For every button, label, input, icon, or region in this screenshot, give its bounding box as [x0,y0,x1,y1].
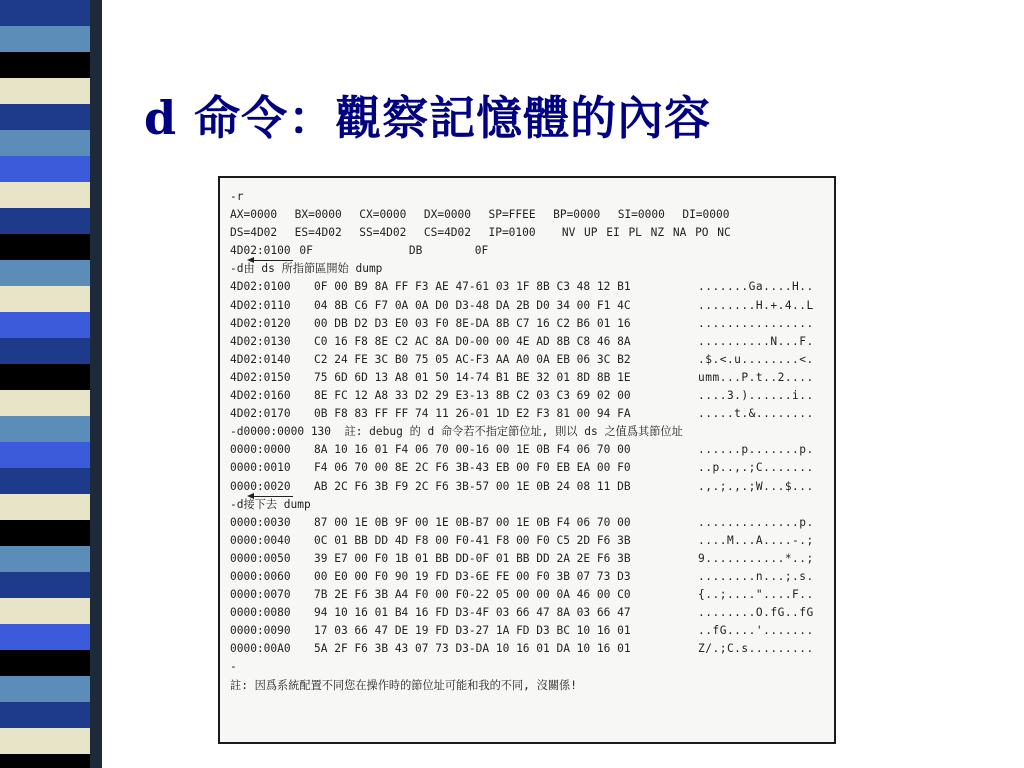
dump-ascii: Z/.;C.s......... [698,642,814,656]
dump-row [228,532,828,550]
dump-hex-bytes: 94 10 16 01 B4 16 FD D3-4F 03 66 47 8A 03 66 47 [314,606,631,620]
dump-address: 4D02:0100 [230,280,291,294]
left-arrow-icon [249,260,293,261]
dump-hex-bytes: C0 16 F8 8E C2 AC 8A D0-00 00 4E AD 8B C8 46 8A [314,334,631,348]
dump-address: 4D02:0170 [230,407,291,421]
dump-row [228,459,828,477]
dump-row [228,622,828,640]
debug-dump-figure [218,176,836,744]
side-stripe [0,546,90,572]
register-line [228,242,828,260]
dump-row [228,369,828,387]
dump-hex-bytes: C2 24 FE 3C B0 75 05 AC-F3 AA A0 0A EB 06 3C B2 [314,352,631,366]
dump-ascii: ........O.fG..fG [698,606,814,620]
dump-text-line [228,658,828,676]
register-text: 4D02:0100 0F DB 0F [230,244,489,258]
dump-hex-bytes: 0F 00 B9 8A FF F3 AE 47-61 03 1F 8B C3 48 12 B1 [314,280,631,294]
side-stripe [0,442,90,468]
register-line [228,224,828,242]
side-stripe [0,182,90,208]
dump-ascii: .....t.&........ [698,407,814,421]
side-stripe [0,520,90,546]
side-stripe [0,702,90,728]
side-stripe [0,728,90,754]
dump-ascii: umm...P.t..2.... [698,370,814,384]
dump-address: 0000:0080 [230,606,291,620]
side-stripe [0,624,90,650]
dump-hex-bytes: 00 DB D2 D3 E0 03 F0 8E-DA 8B C7 16 C2 B6 01 16 [314,316,631,330]
side-stripe [0,338,90,364]
dump-hex-bytes: 39 E7 00 F0 1B 01 BB DD-0F 01 BB DD 2A 2E F6 3B [314,551,631,565]
dump-ascii: ................ [698,316,814,330]
dump-row [228,278,828,296]
register-text: AX=0000 BX=0000 CX=0000 DX=0000 SP=FFEE BP=0000 SI=0000 DI=0000 [230,208,730,222]
line-text: -d0000:0000 130 註: debug 的 d 命令若不指定節位址, 則以 ds 之值爲其節位址 [230,425,683,439]
side-stripe [0,130,90,156]
dump-row [228,568,828,586]
side-stripe [0,78,90,104]
dump-row [228,333,828,351]
dump-address: 0000:0030 [230,515,291,529]
dump-address: 0000:0060 [230,569,291,583]
dump-hex-bytes: F4 06 70 00 8E 2C F6 3B-43 EB 00 F0 EB EA 00 F0 [314,461,631,475]
dump-address: 0000:0020 [230,479,291,493]
dump-row [228,405,828,423]
slide-title: d 命令：觀察記憶體的內容 [144,91,712,145]
line-text: 註: 因爲系統配置不同您在操作時的節位址可能和我的不同, 沒關係! [230,678,577,692]
dump-ascii: ..fG....'....... [698,624,814,638]
dump-ascii: ....M...A....-.; [698,533,814,547]
dump-hex-bytes: 00 E0 00 F0 90 19 FD D3-6E FE 00 F0 3B 07 73 D3 [314,569,631,583]
dump-hex-bytes: 75 6D 6D 13 A8 01 50 14-74 B1 BE 32 01 8D 8B 1E [314,370,631,384]
dump-row [228,315,828,333]
left-arrow-icon [249,496,293,497]
dump-address: 4D02:0160 [230,389,291,403]
dump-address: 0000:0040 [230,533,291,547]
dump-address: 4D02:0140 [230,352,291,366]
dump-ascii: ........H.+.4..L [698,298,814,312]
dump-ascii: ..p..,.;C....... [698,461,814,475]
dump-address: 0000:00A0 [230,642,291,656]
dump-text-line [228,677,828,695]
dump-row [228,550,828,568]
dump-command-annotated [228,260,828,278]
dump-text-line [228,188,828,206]
dump-ascii: .,.;.,.;W...$... [698,479,814,493]
dump-ascii: ....3.)......i.. [698,389,814,403]
dump-ascii: 9...........*..; [698,551,814,565]
dump-hex-bytes: 87 00 1E 0B 9F 00 1E 0B-B7 00 1E 0B F4 06 70 00 [314,515,631,529]
dump-address: 0000:0000 [230,443,291,457]
dump-ascii: ........n...;.s. [698,569,814,583]
dump-row [228,387,828,405]
side-stripe [0,286,90,312]
side-stripe [0,312,90,338]
side-stripe [0,754,90,768]
dump-ascii: {..;...."....F.. [698,588,814,602]
side-stripe [0,0,90,26]
side-stripe [0,390,90,416]
dump-lines [228,188,828,695]
dump-hex-bytes: 8E FC 12 A8 33 D2 29 E3-13 8B C2 03 C3 69 02 00 [314,389,631,403]
side-stripe [0,468,90,494]
command-text: -d [230,262,244,276]
command-with-arrow [230,260,382,278]
dump-hex-bytes: 0B F8 83 FF FF 74 11 26-01 1D E2 F3 81 00 94 FA [314,407,631,421]
register-line [228,206,828,224]
side-stripe [0,650,90,676]
line-text: - [230,660,237,674]
side-stripe [0,156,90,182]
dump-hex-bytes: 0C 01 BB DD 4D F8 00 F0-41 F8 00 F0 C5 2D F6 3B [314,533,631,547]
dump-hex-bytes: 8A 10 16 01 F4 06 70 00-16 00 1E 0B F4 06 70 00 [314,443,631,457]
dump-ascii: .$.<.u........<. [698,352,814,366]
dump-address: 0000:0050 [230,551,291,565]
dump-row [228,478,828,496]
dump-ascii: ..........N...F. [698,334,814,348]
side-stripe [0,494,90,520]
side-stripe [0,104,90,130]
dump-row [228,586,828,604]
dump-ascii: ..............p. [698,515,814,529]
dump-text-line [228,423,828,441]
dump-hex-bytes: AB 2C F6 3B F9 2C F6 3B-57 00 1E 0B 24 08 11 DB [314,479,631,493]
side-stripe [0,260,90,286]
dump-ascii: ......p.......p. [698,443,814,457]
dump-row [228,297,828,315]
dump-row [228,351,828,369]
dump-address: 4D02:0150 [230,370,291,384]
side-stripe [0,52,90,78]
side-stripe [0,234,90,260]
dump-address: 0000:0010 [230,461,291,475]
dump-row [228,640,828,658]
dump-command-annotated [228,496,828,514]
dump-address: 0000:0070 [230,588,291,602]
dump-hex-bytes: 5A 2F F6 3B 43 07 73 D3-DA 10 16 01 DA 10 16 01 [314,642,631,656]
dump-hex-bytes: 04 8B C6 F7 0A 0A D0 D3-48 DA 2B D0 34 00 F1 4C [314,298,631,312]
side-stripe [0,26,90,52]
dump-address: 0000:0090 [230,624,291,638]
dump-address: 4D02:0110 [230,298,291,312]
dump-address: 4D02:0130 [230,334,291,348]
dump-hex-bytes: 17 03 66 47 DE 19 FD D3-27 1A FD D3 BC 10 16 01 [314,624,631,638]
side-stripe [0,416,90,442]
command-text: -d [230,497,244,511]
annotation-note: 由 ds 所指節區開始 dump [243,262,383,276]
dump-row [228,514,828,532]
command-with-arrow [230,496,311,514]
decorative-side-bar [0,0,102,768]
side-stripe [0,598,90,624]
dump-row [228,441,828,459]
side-stripe-edge [90,0,102,768]
side-stripe [0,572,90,598]
side-stripe [0,208,90,234]
dump-address: 4D02:0120 [230,316,291,330]
dump-ascii: .......Ga....H.. [698,280,814,294]
dump-row [228,604,828,622]
side-stripe [0,676,90,702]
side-stripe [0,364,90,390]
register-text: DS=4D02 ES=4D02 SS=4D02 CS=4D02 IP=0100 NV UP EI PL NZ NA PO NC [230,226,731,240]
line-text: -r [230,190,244,203]
annotation-note: 接下去 dump [243,497,311,511]
dump-hex-bytes: 7B 2E F6 3B A4 F0 00 F0-22 05 00 00 0A 46 00 C0 [314,588,631,602]
